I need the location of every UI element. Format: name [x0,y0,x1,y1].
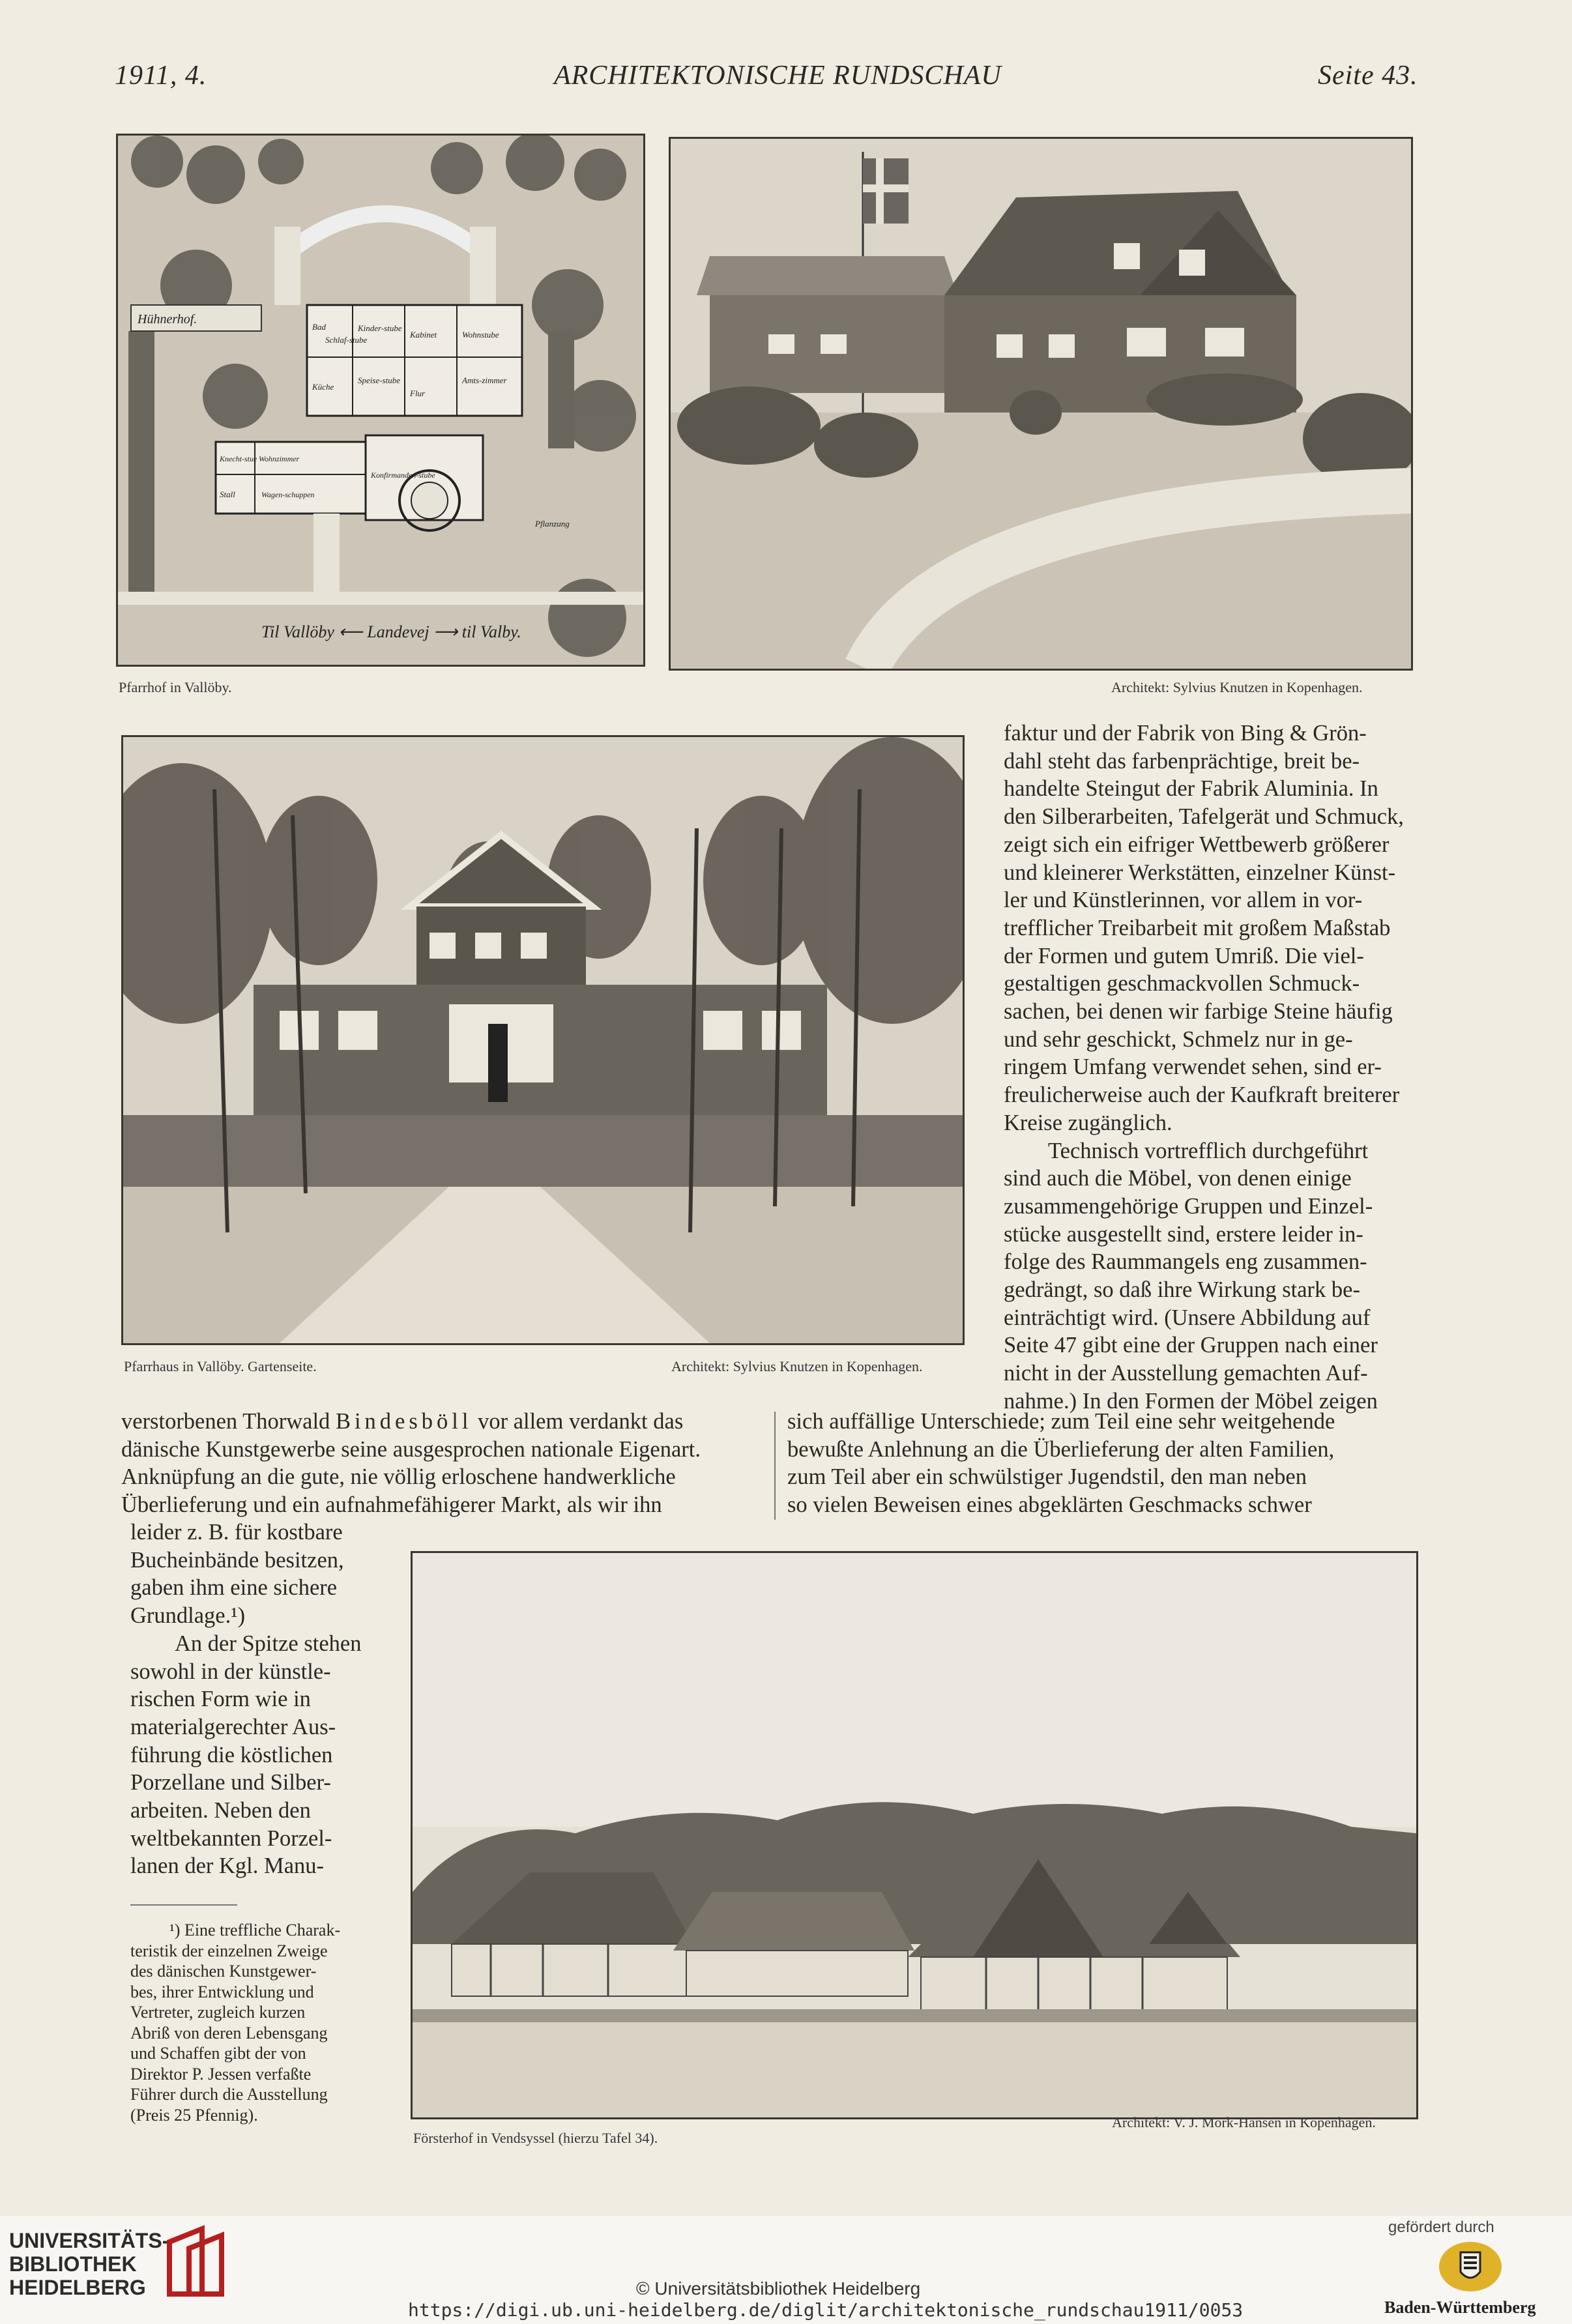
plan-label-schlafstube: Schlaf-stube [325,335,368,345]
fig1-caption-right: Architekt: Sylvius Knutzen in Kopenhagen. [1111,679,1363,695]
right-band-line: so vielen Beweisen eines abgeklärten Geschmacks schwer [787,1492,1312,1518]
right-column-line: nicht in der Ausstellung gemachten Auf- [1004,1361,1368,1386]
narrow-column-paragraph-1 [130,1518,362,1630]
footnote-line: Direktor P. Jessen verfaßte [130,2064,312,2084]
plan-label-stall: Stall [220,489,235,499]
foersterhof-figure [411,1551,1418,2119]
left-band-intro: verstorbenen Thorwald [121,1409,336,1434]
library-name-line-1: UNIVERSITÄTS- [9,2229,169,2252]
footnote-line: des dänischen Kunstgewer- [130,1962,317,1981]
right-column-text [1004,719,1410,1416]
coat-of-arms-icon [1438,2241,1503,2293]
plan-road-label: Til Vallöby ⟵ Landevej ⟶ til Valby. [261,622,521,641]
column-divider [774,1412,776,1520]
left-band-line: dänische Kunstgewerbe seine ausgesprochen nationale Eigenart. [121,1436,701,1462]
header-page-number: Seite 43. [1318,61,1418,91]
copyright-notice: © Universitätsbibliothek Heidelberg [636,2278,921,2299]
narrow-column-line: materialgerechter Aus- [130,1714,336,1739]
plan-label-kueche: Küche [312,382,334,392]
plan-label-flur: Flur [410,388,426,398]
right-column-line: einträchtigt wird. (Unsere Abbildung auf [1004,1305,1371,1330]
left-band-text [121,1408,765,1519]
footnote-rule [130,1904,237,1906]
footnote-line: Abriß von deren Lebensgang [130,2023,328,2042]
right-column-line: Kreise zugänglich. [1004,1110,1172,1135]
plan-label-kinderstube: Kinder-stube [358,323,402,333]
narrow-column-line: leider z. B. für kostbare [130,1520,343,1545]
right-column-line: der Formen und gutem Umriß. Die viel- [1004,943,1364,968]
narrow-column-line: lanen der Kgl. Manu- [130,1853,324,1879]
fig2-caption-right: Architekt: Sylvius Knutzen in Kopenhagen. [671,1358,923,1374]
footnote-line: bes, ihrer Entwicklung und [130,1982,314,2001]
right-column-line: und sehr geschickt, Schmelz nur in ge- [1004,1026,1353,1052]
site-plan-figure [116,134,645,667]
left-band-intro-end: vor allem verdankt das [472,1409,684,1434]
narrow-column-line: weltbekannten Porzel- [130,1825,332,1851]
right-band-line: sich auffällige Unterschiede; zum Teil eine sehr weitgehende [787,1409,1335,1434]
library-name-line-3: HEIDELBERG [9,2276,146,2299]
permalink-url[interactable]: https://digi.ub.uni-heidelberg.de/diglit/architektonische_rundschau1911/0053 [408,2299,1244,2321]
footnote-line: Führer durch die Ausstellung [130,2085,328,2104]
plan-label-amtszimmer: Amts-zimmer [462,375,507,385]
fig3-caption-left: Försterhof in Vendsyssel (hierzu Tafel 34). [413,2130,658,2146]
narrow-column-text [130,1518,362,1880]
plan-label-knechtstube: Knecht-stue [220,454,257,463]
right-column-line: trefflicher Treibarbeit mit großem Maßstab [1004,915,1391,940]
right-column-line: zusammengehörige Gruppen und Einzel- [1004,1193,1373,1219]
narrow-column-line: Bucheinbände besitzen, [130,1547,344,1573]
footnote-line: und Schaffen gibt der von [130,2044,306,2063]
right-column-line: ringem Umfang verwendet sehen, sind er- [1004,1054,1382,1080]
right-column-line: freulicherweise auch der Kaufkraft breiterer [1004,1082,1400,1108]
right-column-line: folge des Raummangels eng zusammen- [1004,1249,1367,1275]
right-column-line: und kleinerer Werkstätten, einzelner Künst- [1004,860,1396,885]
library-name [9,2229,169,2299]
narrow-column-line: arbeiten. Neben den [130,1798,311,1823]
right-column-line: sachen, bei denen wir farbige Steine häufig [1004,999,1393,1024]
narrow-column-line: führung die köstlichen [130,1742,333,1767]
narrow-column-line: rischen Form wie in [130,1687,311,1712]
sponsor-label: gefördert durch [1388,2218,1494,2236]
right-column-line: gedrängt, so daß ihre Wirkung stark be- [1004,1277,1360,1303]
plan-label-speisestube: Speise-stube [358,375,400,385]
pfarrhof-drawing-figure [669,137,1413,671]
pfarrhaus-garden-figure [121,735,965,1345]
plan-label-bad: Bad [312,322,326,332]
right-band-text [787,1408,1413,1519]
right-column-line: handelte Steingut der Fabrik Aluminia. In [1004,776,1378,802]
narrow-column-line: An der Spitze stehen [175,1631,362,1656]
narrow-column-line: Porzellane und Silber- [130,1770,331,1795]
library-name-line-2: BIBLIOTHEK [9,2252,137,2276]
plan-label-kabinet: Kabinet [410,330,437,340]
right-band-line: bewußte Anlehnung an die Überlieferung der alten Familien, [787,1436,1335,1462]
left-band-continued [121,1437,701,1517]
plan-label-wohnzimmer: Wohnzimmer [259,454,300,463]
right-column-line: zeigt sich ein eifriger Wettbewerb größerer [1004,832,1390,857]
right-band-paragraph [787,1408,1413,1519]
left-band-line: Anknüpfung an die gute, nie völlig erloschene handwerkliche [121,1464,676,1490]
plan-label-wohnstube: Wohnstube [462,330,499,340]
left-band-line: Überlieferung und ein aufnahmefähigerer Markt, als wir ihn [121,1492,662,1518]
footnote-line: (Preis 25 Pfennig). [130,2105,258,2125]
right-column-paragraph-2 [1004,1137,1410,1416]
narrow-column-line: gaben ihm eine sichere [130,1575,338,1601]
narrow-column-paragraph-2 [130,1630,362,1880]
sponsor-name: Baden-Württemberg [1384,2298,1536,2317]
right-column-line: Seite 47 gibt eine der Gruppen nach einer [1004,1333,1378,1358]
plan-label-pflanzung: Pflanzung [535,519,570,529]
header-journal-title: ARCHITEKTONISCHE RUNDSCHAU [554,61,1002,91]
right-column-line: stücke ausgestellt sind, erstere leider in- [1004,1221,1363,1247]
plan-label-konfirmandenstube: Konfirmanden-stube [371,471,435,480]
right-column-line: nahme.) In den Formen der Möbel zeigen [1004,1388,1378,1414]
right-column-paragraph-1 [1004,719,1410,1137]
footnote-text [130,1920,365,2125]
right-column-line: den Silberarbeiten, Tafelgerät und Schmuck, [1004,804,1404,830]
footnote [130,1920,365,2125]
right-column-line: sind auch die Möbel, von denen einige [1004,1166,1352,1191]
right-band-line: zum Teil aber ein schwülstiger Jugendstil, den man neben [787,1464,1307,1490]
footnote-line: teristik der einzelnen Zweige [130,1941,328,1960]
right-column-line: faktur und der Fabrik von Bing & Grön- [1004,721,1367,746]
header-year: 1911, 4. [115,61,207,91]
library-logo-icon [163,2222,228,2301]
right-column-line: dahl steht das farbenprächtige, breit be- [1004,748,1360,774]
plan-label-wagenschuppen: Wagen-schuppen [261,490,315,499]
right-column-line: gestaltigen geschmackvollen Schmuck- [1004,971,1360,996]
fig1-caption-left: Pfarrhof in Vallöby. [119,679,232,695]
plan-label-huehnerhof: Hühnerhof. [138,312,197,327]
right-column-line: Technisch vortrefflich durchgeführt [1048,1138,1369,1163]
person-name-bindesboell: Bindesböll [335,1409,473,1434]
narrow-column-line: Grundlage.¹) [130,1603,246,1629]
fig3-caption-right: Architekt: V. J. Mörk-Hansen in Kopenhagen. [1112,2114,1376,2130]
right-column-line: ler und Künstlerinnen, vor allem in vor- [1004,888,1363,913]
fig2-caption-left: Pfarrhaus in Vallöby. Gartenseite. [124,1358,317,1374]
footnote-line: Vertreter, zugleich kurzen [130,2003,306,2022]
narrow-column-line: sowohl in der künstle- [130,1659,331,1684]
footnote-line: ¹) Eine treffliche Charak- [169,1921,341,1939]
